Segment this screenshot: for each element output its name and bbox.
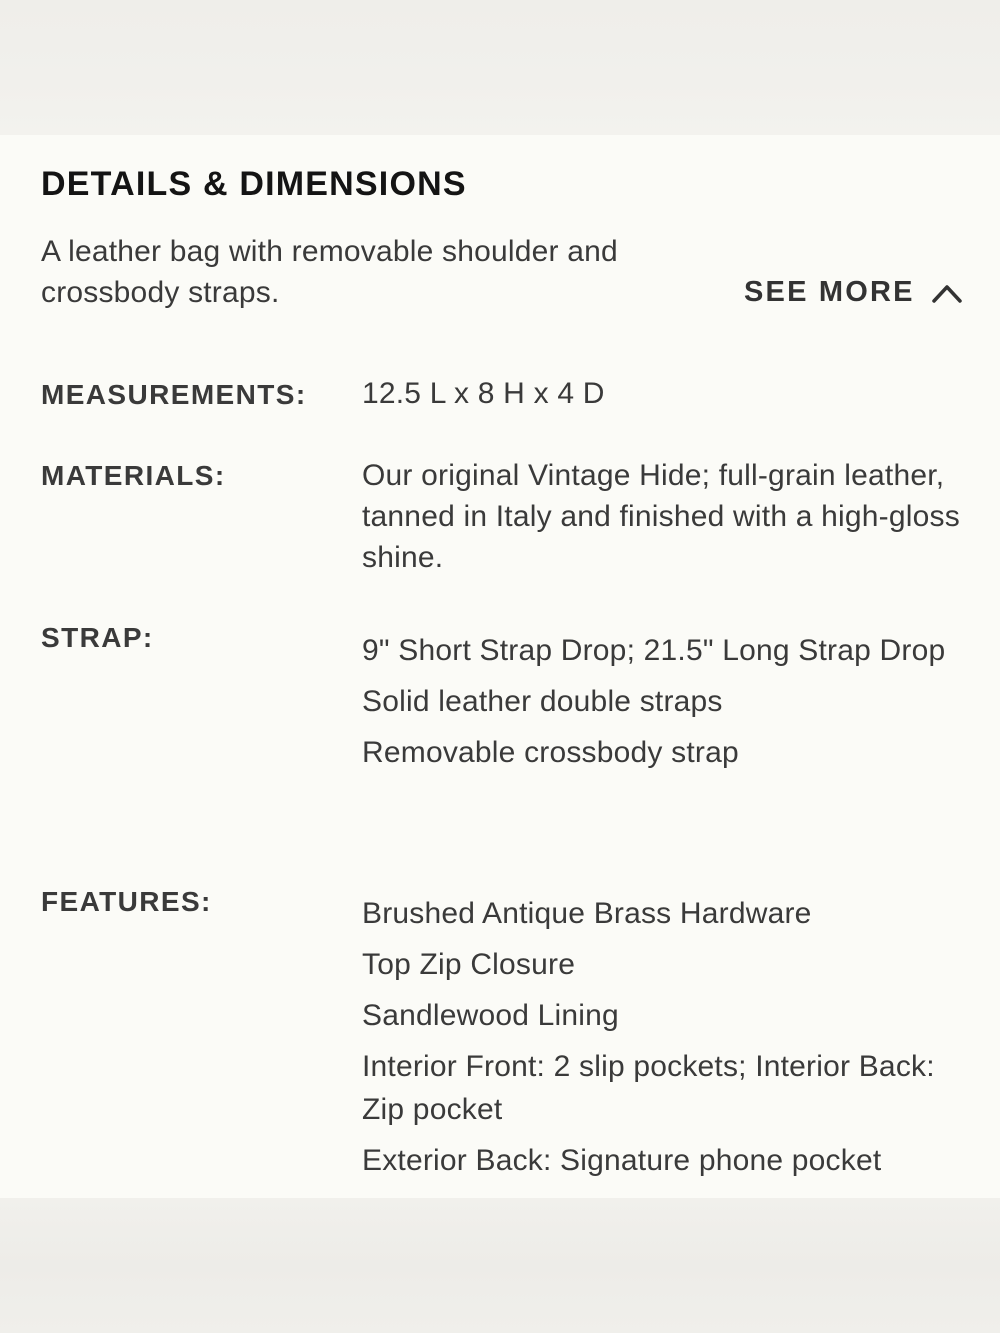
blurred-background-bottom (0, 1198, 1000, 1333)
see-more-label: SEE MORE (744, 276, 915, 308)
features-list (362, 892, 962, 1190)
product-summary: A leather bag with removable shoulder and crossbody straps. (41, 235, 618, 309)
chevron-up-icon (931, 283, 963, 303)
measurements-label: MEASUREMENTS: (41, 379, 307, 410)
measurements-text: 12.5 L x 8 H x 4 D (362, 377, 605, 410)
feature-item: Exterior Back: Signature phone pocket (362, 1144, 882, 1177)
strap-item: Removable crossbody strap (362, 736, 739, 769)
feature-item: Brushed Antique Brass Hardware (362, 897, 812, 930)
feature-item: Sandlewood Lining (362, 999, 619, 1032)
details-dimensions-panel (0, 135, 1000, 1198)
section-title: DETAILS & DIMENSIONS (41, 165, 467, 203)
materials-label: MATERIALS: (41, 460, 226, 491)
feature-item: Interior Front: 2 slip pockets; Interior Back: Zip pocket (362, 1050, 935, 1126)
features-label: FEATURES: (41, 886, 212, 917)
strap-item: 9" Short Strap Drop; 21.5" Long Strap Drop (362, 634, 946, 667)
see-more-button[interactable] (744, 276, 963, 309)
strap-label: STRAP: (41, 622, 154, 653)
measurements-value (362, 373, 962, 414)
strap-item: Solid leather double straps (362, 685, 723, 718)
materials-value (362, 455, 962, 578)
feature-item: Top Zip Closure (362, 948, 576, 981)
blurred-background-top (0, 0, 1000, 135)
materials-text: Our original Vintage Hide; full-grain leather, tanned in Italy and finished with a high-gloss shine. (362, 459, 960, 574)
strap-list (362, 629, 962, 782)
